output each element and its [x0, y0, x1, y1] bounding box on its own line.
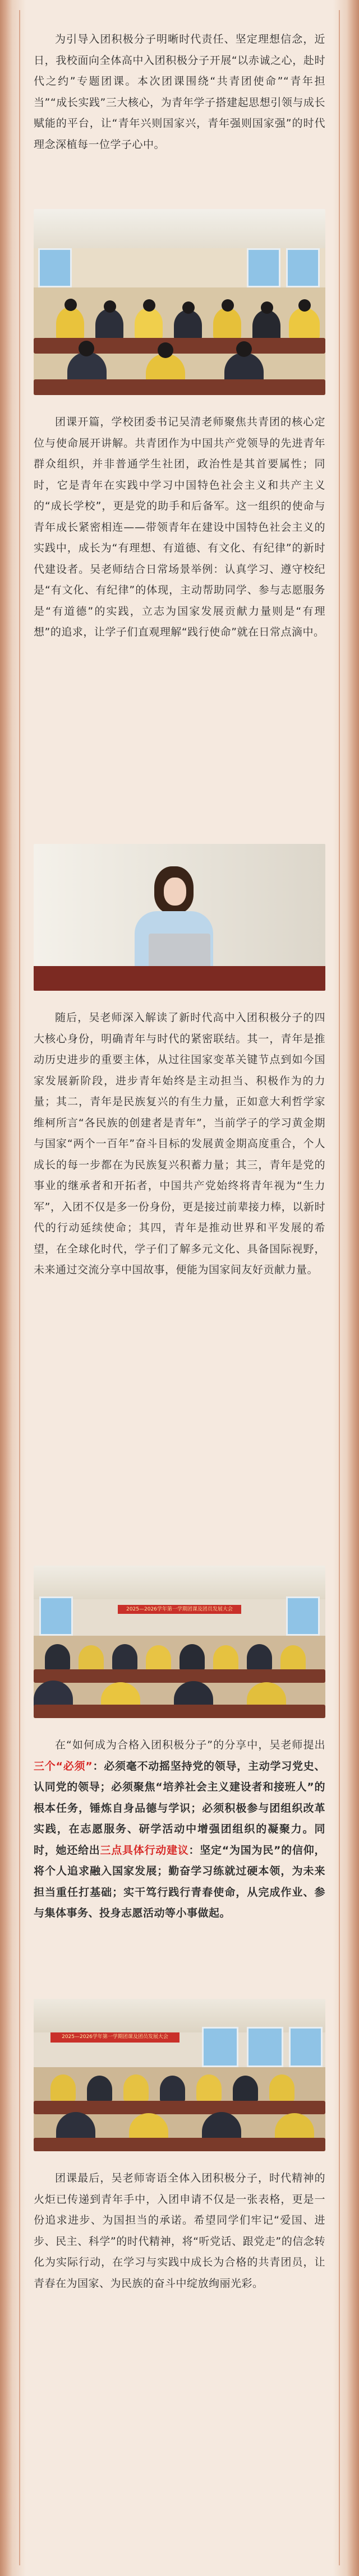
requirements-intro: 在“如何成为合格入团积极分子”的分享中，吴老师提出 — [55, 1739, 325, 1751]
paragraph-requirements — [34, 1735, 325, 1987]
requirements-suggestions-text: ：坚定“为国为民”的信仰，将个人追求融入国家发展；勤奋学习练就过硬本领，为未来担当重任打基础；实干笃行践行青春使命，从完成作业、参与集体事务、投身志愿活动等小事做起。 — [34, 1844, 325, 1919]
paragraph-intro: 为引导入团积极分子明晰时代责任、坚定理想信念，近日，我校面向全体高中入团积极分子开展“以赤诚之心，赴时代之约”专题团课。本次团课围绕“共青团使命”“青年担当”“成长实践”三大核心，为青年学子搭建起思想引领与成长赋能的平台，让“青年兴则国家兴，青年强则国家强”的时代理念深植每一位学子心中。 — [34, 33, 325, 151]
requirements-musts-text: ：必须毫不动摇坚持党的领导，主动学习党史、认同党的领导；必须聚焦“培养社会主义建设者和接班人”的根本任务，锤炼自身品德与学识；必须积极参与团组织改革实践，在志愿服务、研学活动中增强团组织的凝聚力。同时，她还给出 — [34, 1760, 325, 1856]
paragraph-closing: 团课最后，吴老师寄语全体入团积极分子，时代精神的火炬已传递到青年手中，入团申请不仅是一张表格，更是一份追求进步、为国担当的承诺。希望同学们牢记“爱国、进步、民主、科学”的时代精神，将“听党话、跟党走”的信念转化为实际行动，在学习与实践中成长为合格的共青团员，让青春在为国家、为民族的奋斗中绽放绚丽光彩。 — [34, 2172, 325, 2290]
photo-teacher-speaking — [34, 844, 325, 991]
photo-classroom-students — [34, 209, 325, 395]
photo-assembly-hall — [34, 1566, 325, 1718]
highlight-three-musts: 三个“必须” — [34, 1760, 93, 1772]
paragraph-opening: 团课开篇，学校团委书记吴清老师聚焦共青团的核心定位与使命展开讲解。共青团作为中国共产党领导的先进青年群众组织，并非普通学生社团，政治性是其首要属性；同时，它是青年在实践中学习中国特色社会主义和共产主义的“成长学校”，更是党的助手和后备军。这一组织的使命与青年成长紧密相连——带领青年在建设中国特色社会主义的实践中，成长为“有理想、有道德、有文化、有纪律”的新时代建设者。吴老师结合日常场景举例：认真学习、遵守校纪是“有文化、有纪律”的体现，主动帮助同学、参与志愿服务是“有道德”的实践，立志为国家发展贡献力量则是“有理想”的追求，让学子们直观理解“践行使命”就在日常点滴中。 — [34, 416, 325, 638]
paragraph-identities: 随后，吴老师深入解读了新时代高中入团积极分子的四大核心身份，明确青年与时代的紧密联结。其一，青年是推动历史进步的重要主体，从过往国家变革关键节点到如今国家发展新阶段，进步青年始终是主动担当、积极作为的力量；其二，青年是民族复兴的有生力量，正如意大利哲学家维柯所言“各民族的创建者是青年”，当前学子的学习黄金期与国家“两个一百年”奋斗目标的发展黄金期高度重合，个人成长的每一步都在为民族复兴积蓄力量；其三，青年是党的事业的继承者和开拓者，中国共产党始终将青年视为“生力军”，入团不仅是多一份身份，更是接过前辈接力棒，以新时代的行动延续使命；其四，青年是推动世界和平发展的希望，在全球化时代，学子们了解多元文化、具备国际视野，未来通过交流分享中国故事，便能为国家间友好贡献力量。 — [34, 1011, 325, 1276]
meeting-banner-side: 2025—2026学年第一学期团课及团员发展大会 — [50, 2032, 180, 2043]
photo-assembly-side — [34, 1999, 325, 2151]
article — [34, 29, 325, 2378]
meeting-banner: 2025—2026学年第一学期团课及团员发展大会 — [118, 1605, 241, 1614]
highlight-three-suggestions: 三点具体行动建议 — [100, 1844, 189, 1856]
